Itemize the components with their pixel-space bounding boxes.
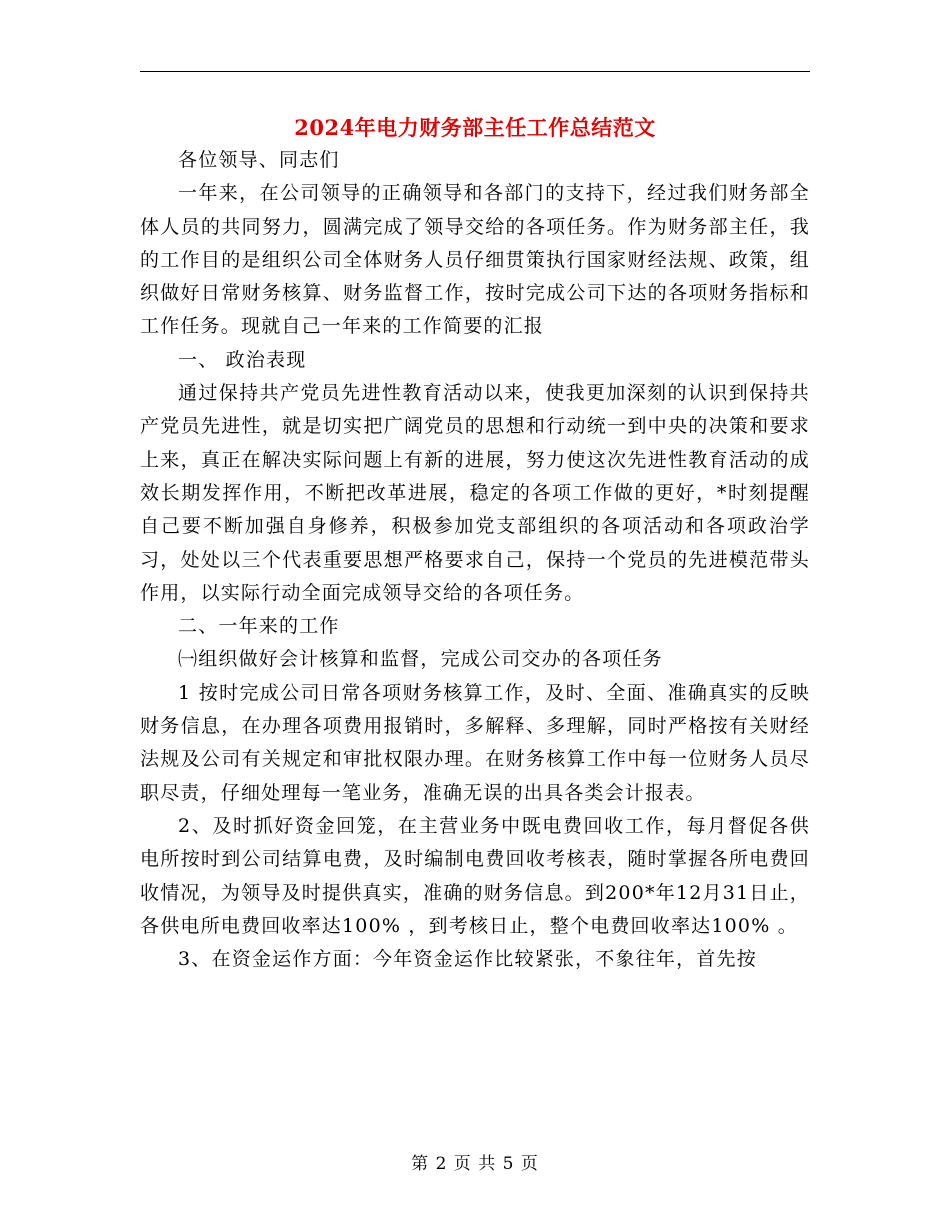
page-number: 第 2 页 共 5 页 [411, 1154, 539, 1174]
paragraph-item-1: 1 按时完成公司日常各项财务核算工作，及时、全面、准确真实的反映财务信息，在办理各项费用报销时，多解释、多理解，同时严格按有关财经法规及公司有关规定和审批权限办理。在财务核算工作中每一位财务人员尽职尽责，仔细处理每一笔业务，准确无误的出具各类会计报表。 [140, 681, 810, 804]
document-title: 2024年电力财务部主任工作总结范文 [294, 115, 656, 140]
section-heading-work: 二、一年来的工作 [178, 615, 340, 638]
document-body [140, 144, 810, 976]
salutation: 各位领导、同志们 [178, 149, 340, 171]
paragraph-item-2: 2、及时抓好资金回笼，在主营业务中既电费回收工作，每月督促各供电所按时到公司结算电费，及时编制电费回收考核表，随时掌握各所电费回收情况，为领导及时提供真实，准确的财务信息。到200*年12月31日止，各供电所电费回收率达100% ，到考核日止，整个电费回收率达100% 。 [140, 814, 810, 937]
header-rule [140, 71, 810, 72]
paragraph-item-3: 3、在资金运作方面：今年资金运作比较紧张，不象往年，首先按 [178, 948, 757, 971]
paragraph-politics: 通过保持共产党员先进性教育活动以来，使我更加深刻的认识到保持共产党员先进性，就是切实把广阔党员的思想和行动统一到中央的决策和要求上来，真正在解决实际问题上有新的进展，努力使这次先进性教育活动的成效长期发挥作用，不断把改革进展，稳定的各项工作做的更好，*时刻提醒自己要不断加强自身修养，积极参加党支部组织的各项活动和各项政治学习，处处以三个代表重要思想严格要求自己，保持一个党员的先进模范带头作用，以实际行动全面完成领导交给的各项任务。 [140, 382, 810, 604]
section-heading-politics: 一、 政治表现 [178, 348, 307, 371]
paragraph-intro: 一年来，在公司领导的正确领导和各部门的支持下，经过我们财务部全体人员的共同努力，圆满完成了领导交给的各项任务。作为财务部主任，我的工作目的是组织公司全体财务人员仔细贯策执行国家财经法规、政策，组织做好日常财务核算、财务监督工作，按时完成公司下达的各项财务指标和工作任务。现就自己一年来的工作简要的汇报 [140, 182, 810, 338]
subsection-heading-accounting: ㈠组织做好会计核算和监督，完成公司交办的各项任务 [178, 648, 663, 671]
